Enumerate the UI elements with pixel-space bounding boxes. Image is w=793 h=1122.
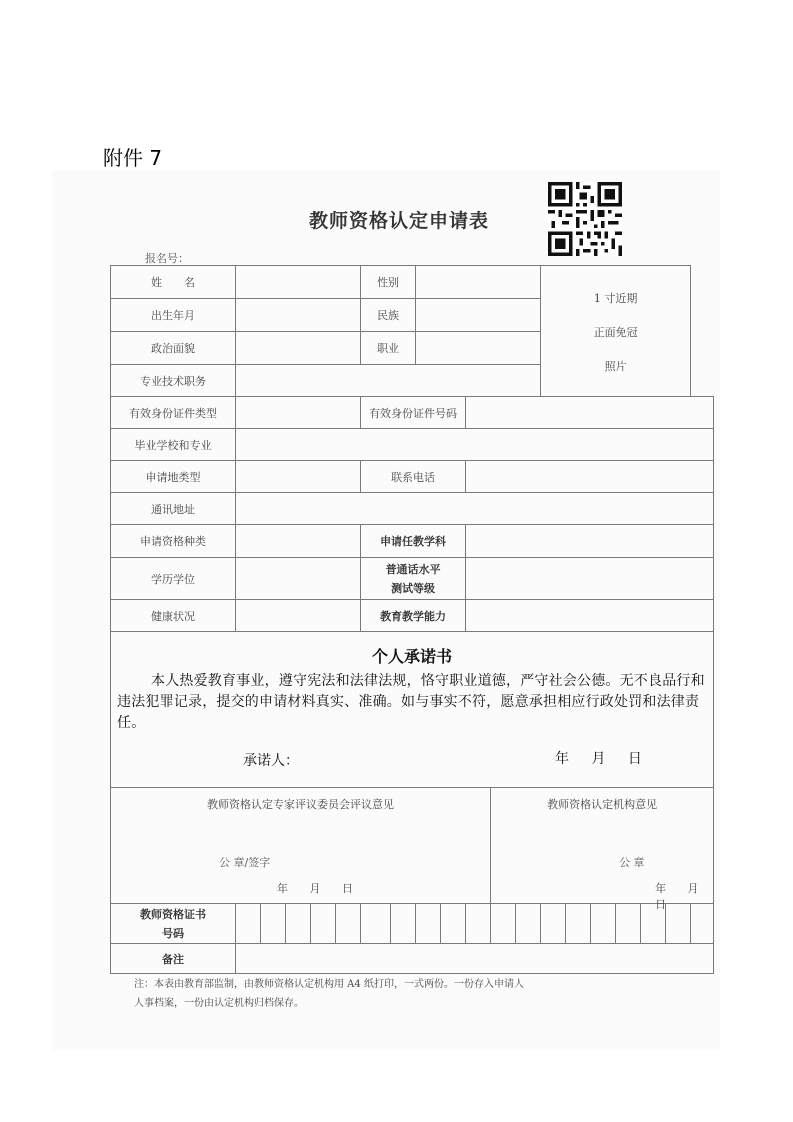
agency-review-title: 教师资格认定机构意见 xyxy=(547,798,658,811)
label-teaching-ability: 教育教学能力 xyxy=(361,600,466,632)
expert-review-date: 年 月 日 xyxy=(277,882,353,895)
value-teaching-subject[interactable] xyxy=(466,525,714,558)
label-politics: 政治面貌 xyxy=(111,332,236,365)
photo-box[interactable] xyxy=(541,266,691,397)
label-address: 通讯地址 xyxy=(111,493,236,525)
value-birth[interactable] xyxy=(236,299,361,332)
label-qualification-type: 申请资格种类 xyxy=(111,525,236,558)
expert-review-title: 教师资格认定专家评议委员会评议意见 xyxy=(207,798,395,811)
cert-digit-box[interactable] xyxy=(361,904,391,944)
cert-digit-box[interactable] xyxy=(516,904,541,944)
label-certificate-number xyxy=(111,904,236,944)
pledge-signer-label: 承诺人： xyxy=(243,753,299,769)
cert-digit-box[interactable] xyxy=(236,904,261,944)
value-school-major[interactable] xyxy=(236,429,714,461)
form-title: 教师资格认定申请表 xyxy=(308,210,489,232)
qr-code xyxy=(546,182,624,256)
label-occupation: 职业 xyxy=(361,332,416,365)
label-teaching-subject: 申请任教学科 xyxy=(361,525,466,558)
label-remarks: 备注 xyxy=(111,944,236,974)
cert-digit-box[interactable] xyxy=(491,904,516,944)
cert-digit-box[interactable] xyxy=(441,904,466,944)
application-form-table xyxy=(110,265,714,974)
mandarin-line-1: 普通话水平 xyxy=(385,562,441,576)
certificate-line-1: 教师资格证书 xyxy=(140,907,206,921)
value-name[interactable] xyxy=(236,266,361,299)
value-health[interactable] xyxy=(236,600,361,632)
label-school-major: 毕业学校和专业 xyxy=(111,429,236,461)
label-professional-title: 专业技术职务 xyxy=(111,365,236,397)
label-education: 学历学位 xyxy=(111,558,236,600)
label-birth: 出生年月 xyxy=(111,299,236,332)
photo-line-2: 正面免冠 xyxy=(593,326,638,339)
label-ethnicity: 民族 xyxy=(361,299,416,332)
cert-digit-box[interactable] xyxy=(416,904,441,944)
agency-review-date: 年 月 日 xyxy=(655,882,699,911)
value-education[interactable] xyxy=(236,558,361,600)
registration-number-label: 报名号： xyxy=(145,252,189,265)
value-apply-location-type[interactable] xyxy=(236,461,361,493)
footnote-line-1: 注：本表由教育部监制，由教师资格认定机构用 A4 纸打印，一式两份。一份存入申请人 xyxy=(134,979,524,990)
cert-digit-box[interactable] xyxy=(261,904,286,944)
footnote-line-2: 人事档案，一份由认定机构归档保存。 xyxy=(134,998,304,1009)
cert-digit-box[interactable] xyxy=(336,904,361,944)
value-address[interactable] xyxy=(236,493,714,525)
cert-digit-box[interactable] xyxy=(541,904,566,944)
cert-digit-box[interactable] xyxy=(616,904,641,944)
value-id-number[interactable] xyxy=(466,397,714,429)
value-gender[interactable] xyxy=(416,266,541,299)
pledge-title: 个人承诺书 xyxy=(372,647,453,666)
value-teaching-ability[interactable] xyxy=(466,600,714,632)
label-id-type: 有效身份证件类型 xyxy=(111,397,236,429)
value-politics[interactable] xyxy=(236,332,361,365)
pledge-body: 本人热爱教育事业，遵守宪法和法律法规，恪守职业道德，严守社会公德。无不良品行和违法犯罪记录，提交的申请材料真实、准确。如与事实不符，愿意承担相应行政处罚和法律责任。 xyxy=(117,673,705,731)
value-professional-title[interactable] xyxy=(236,365,541,397)
photo-line-3: 照片 xyxy=(604,360,627,373)
cert-digit-box[interactable] xyxy=(566,904,591,944)
expert-review-cell[interactable] xyxy=(111,788,491,904)
value-ethnicity[interactable] xyxy=(416,299,541,332)
cert-digit-box[interactable] xyxy=(391,904,416,944)
certificate-line-2: 号码 xyxy=(162,926,184,940)
pledge-date: 年 月 日 xyxy=(555,751,644,767)
agency-seal-label: 公 章 xyxy=(619,856,645,869)
cert-digit-box[interactable] xyxy=(311,904,336,944)
cert-digit-box[interactable] xyxy=(591,904,616,944)
value-occupation[interactable] xyxy=(416,332,541,365)
attachment-label: 附件 7 xyxy=(103,146,163,170)
label-mandarin-level xyxy=(361,558,466,600)
value-phone[interactable] xyxy=(466,461,714,493)
mandarin-line-2: 测试等级 xyxy=(391,581,436,595)
value-id-type[interactable] xyxy=(236,397,361,429)
cert-digit-box[interactable] xyxy=(286,904,311,944)
expert-seal-label: 公 章/签字 xyxy=(219,856,271,869)
cert-digit-box[interactable] xyxy=(466,904,491,944)
photo-line-1: 1 寸近期 xyxy=(593,292,638,305)
label-apply-location-type: 申请地类型 xyxy=(111,461,236,493)
label-name: 姓 名 xyxy=(111,266,236,299)
footnote xyxy=(134,975,634,1013)
label-phone: 联系电话 xyxy=(361,461,466,493)
value-remarks[interactable] xyxy=(236,944,714,974)
label-gender: 性别 xyxy=(361,266,416,299)
value-mandarin-level[interactable] xyxy=(466,558,714,600)
label-health: 健康状况 xyxy=(111,600,236,632)
pledge-section xyxy=(111,632,714,788)
value-qualification-type[interactable] xyxy=(236,525,361,558)
agency-review-cell[interactable] xyxy=(491,788,714,911)
label-id-number: 有效身份证件号码 xyxy=(361,397,466,429)
